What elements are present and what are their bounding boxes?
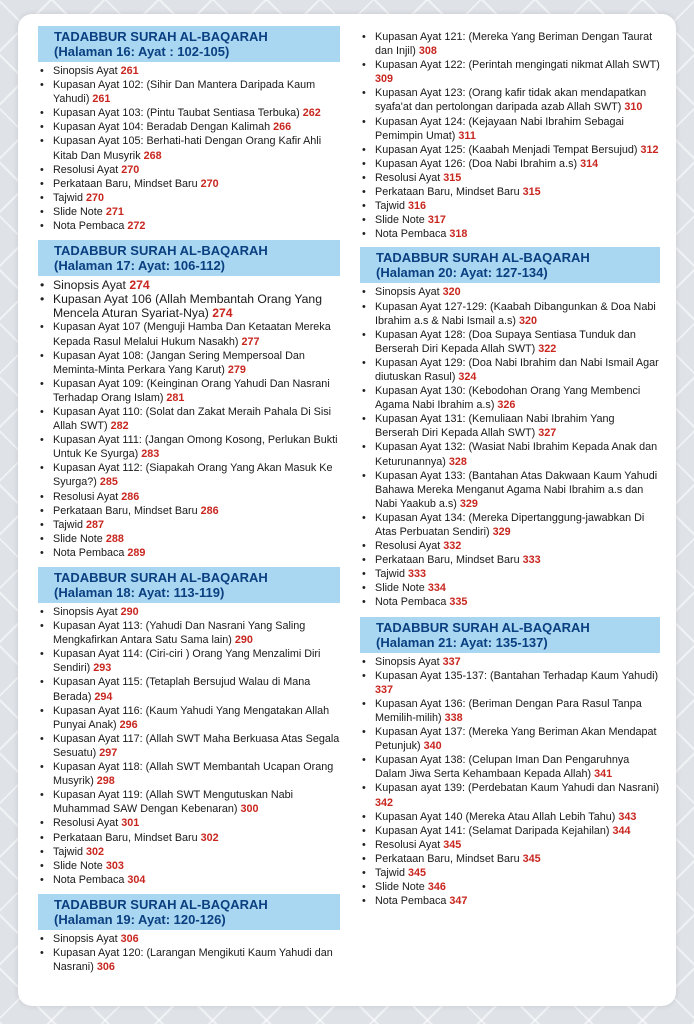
entry-text: Nota Pembaca bbox=[53, 873, 125, 886]
entry-page-number: 312 bbox=[640, 143, 659, 156]
entry-text: Perkataan Baru, Mindset Baru bbox=[53, 177, 198, 190]
entry-text: Kupasan Ayat 115: (Tetaplah Bersujud Walau di Mana Berada) bbox=[53, 676, 311, 703]
entry-page-number: 288 bbox=[105, 532, 124, 545]
section-entries bbox=[360, 655, 660, 909]
section-heading bbox=[38, 567, 340, 603]
toc-entry bbox=[360, 824, 660, 838]
section-entries bbox=[360, 285, 660, 609]
section-subtitle: (Halaman 16: Ayat : 102-105) bbox=[54, 44, 230, 59]
entry-page-number: 340 bbox=[423, 740, 442, 753]
toc-entry bbox=[38, 64, 340, 78]
toc-entry bbox=[360, 185, 660, 199]
entry-text: Tajwid bbox=[375, 568, 406, 581]
toc-entry bbox=[38, 518, 340, 532]
toc-entry bbox=[38, 377, 340, 405]
entry-page-number: 306 bbox=[96, 961, 115, 974]
entry-page-number: 308 bbox=[418, 45, 437, 58]
section-entries bbox=[38, 64, 340, 233]
entry-text: Kupasan Ayat 131: (Kemuliaan Nabi Ibrahim Yang Berserah Diri Kepada Allah SWT) bbox=[375, 413, 615, 440]
entry-text: Kupasan Ayat 103: (Pintu Taubat Sentiasa Terbuka) bbox=[53, 107, 300, 120]
entry-text: Sinopsis Ayat bbox=[53, 278, 126, 293]
entry-page-number: 290 bbox=[234, 634, 253, 647]
toc-entry bbox=[38, 320, 340, 348]
toc-entry bbox=[360, 810, 660, 824]
entry-text: Kupasan Ayat 126: (Doa Nabi Ibrahim a.s) bbox=[375, 157, 578, 170]
entry-page-number: 320 bbox=[519, 314, 538, 327]
entry-page-number: 272 bbox=[127, 220, 146, 233]
entry-text: Tajwid bbox=[53, 845, 84, 858]
toc-entry bbox=[360, 852, 660, 866]
entry-text: Resolusi Ayat bbox=[375, 838, 441, 851]
entry-text: Kupasan Ayat 116: (Kaum Yahudi Yang Mengatakan Allah Punyai Anak) bbox=[53, 704, 330, 731]
section-entries bbox=[38, 605, 340, 887]
toc-entry bbox=[38, 433, 340, 461]
entry-text: Slide Note bbox=[375, 881, 425, 894]
entry-page-number: 289 bbox=[127, 546, 146, 559]
entry-text: Kupasan Ayat 138: (Celupan Iman Dan Pengaruhnya Dalam Jiwa Serta Kehambaan Kepada Allah) bbox=[375, 754, 630, 781]
section-subtitle: (Halaman 19: Ayat: 120-126) bbox=[54, 911, 226, 927]
entry-text: Kupasan ayat 139: (Perdebatan Kaum Yahudi dan Nasrani) bbox=[375, 782, 660, 795]
entry-text: Kupasan Ayat 102: (Sihir Dan Mantera Daripada Kaum Yahudi) bbox=[53, 79, 316, 106]
entry-text: Sinopsis Ayat bbox=[53, 932, 118, 945]
toc-entry bbox=[360, 753, 660, 781]
toc-entry bbox=[38, 177, 340, 191]
toc-entry bbox=[360, 115, 660, 143]
entry-text: Kupasan Ayat 128: (Doa Supaya Sentiasa Tunduk dan Berserah Diri Kepada Allah SWT) bbox=[375, 328, 636, 355]
entry-text: Kupasan Ayat 127-129: (Kaabah Dibangunkan & Doa Nabi Ibrahim a.s & Nabi Ismail a.s) bbox=[375, 300, 656, 327]
toc-entry bbox=[38, 845, 340, 859]
toc-entry bbox=[38, 675, 340, 703]
entry-page-number: 345 bbox=[408, 866, 427, 879]
section-heading bbox=[360, 247, 660, 283]
entry-text: Kupasan Ayat 107 (Menguji Hamba Dan Ketaatan Mereka Kepada Rasul Melalui Hukum Nasakh) bbox=[53, 321, 331, 348]
toc-entry bbox=[38, 78, 340, 106]
entry-page-number: 270 bbox=[121, 163, 140, 176]
entry-page-number: 310 bbox=[624, 101, 643, 114]
toc-entry bbox=[360, 300, 660, 328]
toc-entry bbox=[360, 880, 660, 894]
toc-entry bbox=[38, 490, 340, 504]
toc-entry bbox=[360, 171, 660, 185]
entry-text: Kupasan Ayat 118: (Allah SWT Membantah Ucapan Orang Musyrik) bbox=[53, 761, 334, 788]
entry-text: Kupasan Ayat 109: (Keinginan Orang Yahudi Dan Nasrani Terhadap Orang Islam) bbox=[53, 377, 330, 404]
entry-text: Sinopsis Ayat bbox=[375, 286, 440, 299]
entry-text: Kupasan Ayat 117: (Allah SWT Maha Berkuasa Atas Segala Sesuatu) bbox=[53, 732, 340, 759]
toc-entry bbox=[360, 213, 660, 227]
toc-entry bbox=[360, 285, 660, 299]
entry-page-number: 335 bbox=[449, 596, 468, 609]
toc-entry bbox=[38, 191, 340, 205]
entry-page-number: 343 bbox=[618, 810, 637, 823]
section-subtitle: (Halaman 20: Ayat: 127-134) bbox=[376, 265, 548, 281]
entry-text: Kupasan Ayat 122: (Perintah mengingati nikmat Allah SWT) bbox=[375, 59, 660, 72]
entry-text: Perkataan Baru, Mindset Baru bbox=[375, 186, 520, 199]
entry-page-number: 286 bbox=[200, 504, 219, 517]
toc-entry bbox=[360, 781, 660, 809]
section-entries bbox=[38, 932, 340, 974]
entry-page-number: 332 bbox=[443, 540, 462, 553]
entry-text: Kupasan Ayat 141: (Selamat Daripada Kejahilan) bbox=[375, 824, 610, 837]
entry-text: Kupasan Ayat 124: (Kejayaan Nabi Ibrahim Sebagai Pemimpin Umat) bbox=[375, 115, 624, 142]
toc-entry bbox=[360, 412, 660, 440]
entry-text: Tajwid bbox=[375, 200, 406, 213]
entry-page-number: 266 bbox=[273, 121, 292, 134]
entry-page-number: 302 bbox=[86, 845, 105, 858]
toc-entry bbox=[38, 278, 340, 292]
entry-text: Nota Pembaca bbox=[375, 228, 447, 241]
entry-page-number: 261 bbox=[92, 93, 111, 106]
entry-page-number: 338 bbox=[444, 711, 463, 724]
toc-entry bbox=[38, 788, 340, 816]
entry-text: Nota Pembaca bbox=[375, 596, 447, 609]
entry-text: Kupasan Ayat 110: (Solat dan Zakat Meraih Pahala Di Sisi Allah SWT) bbox=[53, 405, 332, 433]
entry-text: Resolusi Ayat bbox=[53, 490, 119, 503]
toc-entry bbox=[360, 655, 660, 669]
toc-entry bbox=[360, 697, 660, 725]
entry-text: Resolusi Ayat bbox=[53, 817, 119, 830]
entry-page-number: 333 bbox=[408, 568, 427, 581]
toc-entry bbox=[360, 553, 660, 567]
entry-text: Sinopsis Ayat bbox=[375, 655, 440, 668]
section-heading bbox=[38, 26, 340, 62]
toc-entry bbox=[360, 595, 660, 609]
entry-text: Tajwid bbox=[53, 191, 84, 204]
toc-entry bbox=[38, 619, 340, 647]
entry-text: Kupasan Ayat 106 (Allah Membantah Orang Yang Mencela Aturan Syariat-Nya) bbox=[53, 292, 322, 321]
toc-entry bbox=[360, 143, 660, 157]
entry-page-number: 342 bbox=[375, 796, 394, 809]
toc-entry bbox=[38, 106, 340, 120]
entry-page-number: 262 bbox=[302, 107, 321, 120]
section-subtitle: (Halaman 21: Ayat: 135-137) bbox=[376, 634, 548, 650]
toc-section bbox=[38, 567, 340, 887]
entry-text: Sinopsis Ayat bbox=[53, 65, 118, 77]
entry-text: Kupasan Ayat 120: (Larangan Mengikuti Kaum Yahudi dan Nasrani) bbox=[53, 946, 333, 974]
toc-entry bbox=[360, 469, 660, 511]
toc-entry bbox=[38, 504, 340, 518]
left-column bbox=[38, 26, 340, 981]
entry-text: Kupasan Ayat 119: (Allah SWT Mengutuskan Nabi Muhammad SAW Dengan Kebenaran) bbox=[53, 789, 294, 816]
entry-page-number: 283 bbox=[141, 448, 160, 461]
toc-entry bbox=[360, 86, 660, 114]
toc-entry bbox=[38, 163, 340, 177]
entry-page-number: 304 bbox=[127, 873, 146, 886]
entry-page-number: 314 bbox=[580, 157, 599, 170]
toc-entry bbox=[38, 120, 340, 134]
entry-page-number: 270 bbox=[86, 191, 105, 204]
entry-text: Resolusi Ayat bbox=[375, 540, 441, 553]
toc-entry bbox=[38, 704, 340, 732]
entry-text: Slide Note bbox=[53, 859, 103, 872]
entry-text: Kupasan Ayat 112: (Siapakah Orang Yang Akan Masuk Ke Syurga?) bbox=[53, 462, 333, 489]
toc-section bbox=[360, 247, 660, 609]
entry-page-number: 301 bbox=[121, 817, 140, 830]
toc-entry bbox=[360, 669, 660, 697]
section-title: TADABBUR SURAH AL-BAQARAH bbox=[54, 243, 268, 259]
toc-entry bbox=[38, 461, 340, 489]
entry-page-number: 274 bbox=[129, 278, 150, 293]
toc-entry bbox=[360, 866, 660, 880]
entry-page-number: 316 bbox=[408, 200, 427, 213]
toc-entry bbox=[360, 894, 660, 908]
entry-page-number: 281 bbox=[166, 391, 185, 404]
toc-entry bbox=[38, 532, 340, 546]
entry-text: Slide Note bbox=[53, 205, 103, 218]
toc-entry bbox=[360, 511, 660, 539]
toc-entry bbox=[38, 219, 340, 233]
continued-entries bbox=[360, 30, 660, 241]
entry-page-number: 270 bbox=[200, 177, 219, 190]
section-title: TADABBUR SURAH AL-BAQARAH bbox=[376, 250, 590, 266]
section-subtitle: (Halaman 17: Ayat: 106-112) bbox=[54, 258, 226, 274]
entry-page-number: 346 bbox=[427, 881, 446, 894]
entry-text: Kupasan Ayat 137: (Mereka Yang Beriman Akan Mendapat Petunjuk) bbox=[375, 726, 657, 753]
entry-page-number: 286 bbox=[121, 490, 140, 503]
entry-page-number: 293 bbox=[93, 662, 112, 675]
entry-page-number: 287 bbox=[86, 518, 105, 531]
entry-text: Perkataan Baru, Mindset Baru bbox=[375, 554, 520, 567]
entry-page-number: 294 bbox=[94, 690, 113, 703]
section-subtitle: (Halaman 18: Ayat: 113-119) bbox=[54, 585, 225, 600]
entry-page-number: 337 bbox=[375, 683, 394, 696]
toc-entry bbox=[360, 725, 660, 753]
entry-page-number: 329 bbox=[492, 526, 511, 538]
toc-entry bbox=[360, 328, 660, 356]
entry-text: Kupasan Ayat 104: Beradab Dengan Kalimah bbox=[53, 121, 271, 134]
toc-entry bbox=[360, 58, 660, 86]
toc-entry bbox=[360, 838, 660, 852]
entry-text: Resolusi Ayat bbox=[53, 163, 119, 176]
toc-entry bbox=[360, 384, 660, 412]
entry-page-number: 315 bbox=[522, 186, 541, 199]
entry-text: Kupasan Ayat 111: (Jangan Omong Kosong, Perlukan Bukti Untuk Ke Syurga) bbox=[53, 434, 338, 461]
entry-page-number: 282 bbox=[110, 420, 129, 433]
entry-text: Kupasan Ayat 105: Berhati-hati Dengan Orang Kafir Ahli Kitab Dan Musyrik bbox=[53, 135, 322, 162]
entry-text: Kupasan Ayat 108: (Jangan Sering Mempersoal Dan Meminta-Minta Perkara Yang Karut) bbox=[53, 349, 305, 376]
section-title: TADABBUR SURAH AL-BAQARAH bbox=[376, 619, 590, 635]
entry-page-number: 318 bbox=[449, 228, 468, 241]
toc-entry bbox=[38, 292, 340, 320]
entry-text: Kupasan Ayat 130: (Kebodohan Orang Yang Membenci Agama Nabi Ibrahim a.s) bbox=[375, 385, 641, 412]
toc-section bbox=[38, 240, 340, 560]
toc-entry bbox=[38, 946, 340, 974]
entry-page-number: 317 bbox=[427, 214, 446, 227]
entry-text: Kupasan Ayat 121: (Mereka Yang Beriman Dengan Taurat dan Injil) bbox=[375, 31, 653, 58]
toc-entry bbox=[38, 134, 340, 162]
toc-entry bbox=[360, 440, 660, 468]
entry-page-number: 297 bbox=[99, 746, 118, 759]
entry-page-number: 277 bbox=[241, 335, 260, 348]
entry-text: Kupasan Ayat 129: (Doa Nabi Ibrahim dan Nabi Ismail Agar diutuskan Rasul) bbox=[375, 356, 659, 383]
toc-entry bbox=[38, 546, 340, 560]
entry-page-number: 322 bbox=[538, 342, 557, 355]
entry-text: Nota Pembaca bbox=[375, 895, 447, 908]
entry-text: Perkataan Baru, Mindset Baru bbox=[53, 504, 198, 517]
entry-text: Slide Note bbox=[375, 214, 425, 227]
toc-entry bbox=[38, 349, 340, 377]
toc-entry bbox=[38, 760, 340, 788]
entry-text: Sinopsis Ayat bbox=[53, 606, 118, 618]
entry-text: Kupasan Ayat 123: (Orang kafir tidak akan mendapatkan syafa'at dan pertolongan daripada azab Allah SWT) bbox=[375, 87, 647, 114]
entry-text: Kupasan Ayat 133: (Bantahan Atas Dakwaan Kaum Yahudi Bahawa Mereka Menganut Agama Nabi Ibrahim a.s dan Nabi Yaakub a.s) bbox=[375, 469, 658, 510]
entry-text: Perkataan Baru, Mindset Baru bbox=[53, 831, 198, 844]
toc-entry bbox=[360, 356, 660, 384]
right-sections bbox=[360, 247, 660, 908]
entry-page-number: 300 bbox=[240, 803, 259, 816]
entry-page-number: 345 bbox=[443, 838, 462, 851]
entry-page-number: 261 bbox=[120, 65, 139, 77]
entry-page-number: 303 bbox=[105, 859, 124, 872]
entry-page-number: 334 bbox=[427, 582, 446, 595]
right-column bbox=[360, 30, 660, 915]
entry-text: Nota Pembaca bbox=[53, 546, 125, 559]
entry-page-number: 302 bbox=[200, 831, 219, 844]
toc-entry bbox=[360, 199, 660, 213]
toc-entry bbox=[360, 567, 660, 581]
toc-entry bbox=[38, 405, 340, 433]
section-heading bbox=[360, 617, 660, 653]
entry-text: Kupasan Ayat 114: (Ciri-ciri ) Orang Yang Menzalimi Diri Sendiri) bbox=[53, 648, 321, 675]
toc-entry bbox=[360, 157, 660, 171]
entry-page-number: 337 bbox=[442, 655, 461, 668]
entry-text: Kupasan Ayat 132: (Wasiat Nabi Ibrahim Kepada Anak dan Keturunannya) bbox=[375, 441, 658, 468]
entry-page-number: 298 bbox=[96, 775, 115, 788]
entry-page-number: 274 bbox=[212, 306, 233, 321]
toc-entry bbox=[360, 227, 660, 241]
entry-text: Kupasan Ayat 136: (Beriman Dengan Para Rasul Tanpa Memilih-milih) bbox=[375, 697, 642, 724]
entry-page-number: 347 bbox=[449, 895, 468, 908]
toc-entry bbox=[38, 647, 340, 675]
entry-page-number: 279 bbox=[227, 363, 246, 376]
toc-section bbox=[360, 617, 660, 909]
section-heading bbox=[38, 240, 340, 276]
entry-page-number: 320 bbox=[442, 286, 461, 299]
entry-page-number: 311 bbox=[458, 129, 476, 142]
toc-entry bbox=[360, 539, 660, 553]
entry-text: Slide Note bbox=[375, 582, 425, 595]
entry-page-number: 345 bbox=[522, 852, 541, 865]
section-heading bbox=[38, 894, 340, 930]
toc-entry bbox=[360, 581, 660, 595]
entry-page-number: 296 bbox=[119, 718, 138, 731]
entry-page-number: 341 bbox=[594, 768, 613, 781]
entry-page-number: 268 bbox=[143, 149, 162, 162]
entry-page-number: 329 bbox=[459, 497, 478, 510]
entry-page-number: 271 bbox=[105, 205, 124, 218]
section-entries bbox=[38, 278, 340, 560]
entry-text: Resolusi Ayat bbox=[375, 171, 441, 184]
toc-entry bbox=[38, 816, 340, 830]
entry-page-number: 344 bbox=[612, 824, 631, 837]
entry-page-number: 290 bbox=[120, 606, 139, 618]
entry-text: Slide Note bbox=[53, 532, 103, 545]
entry-page-number: 327 bbox=[538, 427, 557, 440]
toc-section bbox=[38, 26, 340, 233]
entry-text: Perkataan Baru, Mindset Baru bbox=[375, 852, 520, 865]
entry-text: Kupasan Ayat 140 (Mereka Atau Allah Lebih Tahu) bbox=[375, 810, 616, 823]
toc-section bbox=[38, 894, 340, 974]
entry-text: Tajwid bbox=[53, 518, 84, 531]
toc-entry bbox=[38, 605, 340, 619]
entry-page-number: 328 bbox=[448, 455, 467, 468]
section-title: TADABBUR SURAH AL-BAQARAH bbox=[54, 896, 268, 912]
entry-text: Nota Pembaca bbox=[53, 220, 125, 233]
toc-entry bbox=[38, 873, 340, 887]
entry-page-number: 285 bbox=[99, 476, 118, 489]
entry-page-number: 309 bbox=[375, 73, 394, 86]
entry-page-number: 326 bbox=[497, 399, 516, 412]
entry-text: Tajwid bbox=[375, 866, 406, 879]
toc-entry bbox=[360, 30, 660, 58]
toc-entry bbox=[38, 831, 340, 845]
entry-page-number: 306 bbox=[120, 932, 139, 945]
entry-text: Kupasan Ayat 125: (Kaabah Menjadi Tempat Bersujud) bbox=[375, 143, 638, 156]
entry-page-number: 333 bbox=[522, 554, 541, 567]
toc-entry bbox=[38, 205, 340, 219]
toc-entry bbox=[38, 732, 340, 760]
toc-entry bbox=[38, 859, 340, 873]
entry-text: Kupasan Ayat 134: (Mereka Dipertanggung-jawabkan Di Atas Perbuatan Sendiri) bbox=[375, 511, 645, 538]
section-title: TADABBUR SURAH AL-BAQARAH bbox=[54, 570, 268, 585]
entry-text: Kupasan Ayat 113: (Yahudi Dan Nasrani Yang Saling Mengkafirkan Antara Satu Sama lain) bbox=[53, 620, 306, 647]
entry-text: Kupasan Ayat 135-137: (Bantahan Terhadap Kaum Yahudi) bbox=[375, 669, 659, 682]
entry-page-number: 315 bbox=[443, 171, 462, 184]
section-title: TADABBUR SURAH AL-BAQARAH bbox=[54, 29, 268, 44]
entry-page-number: 324 bbox=[458, 370, 477, 383]
toc-entry bbox=[38, 932, 340, 946]
